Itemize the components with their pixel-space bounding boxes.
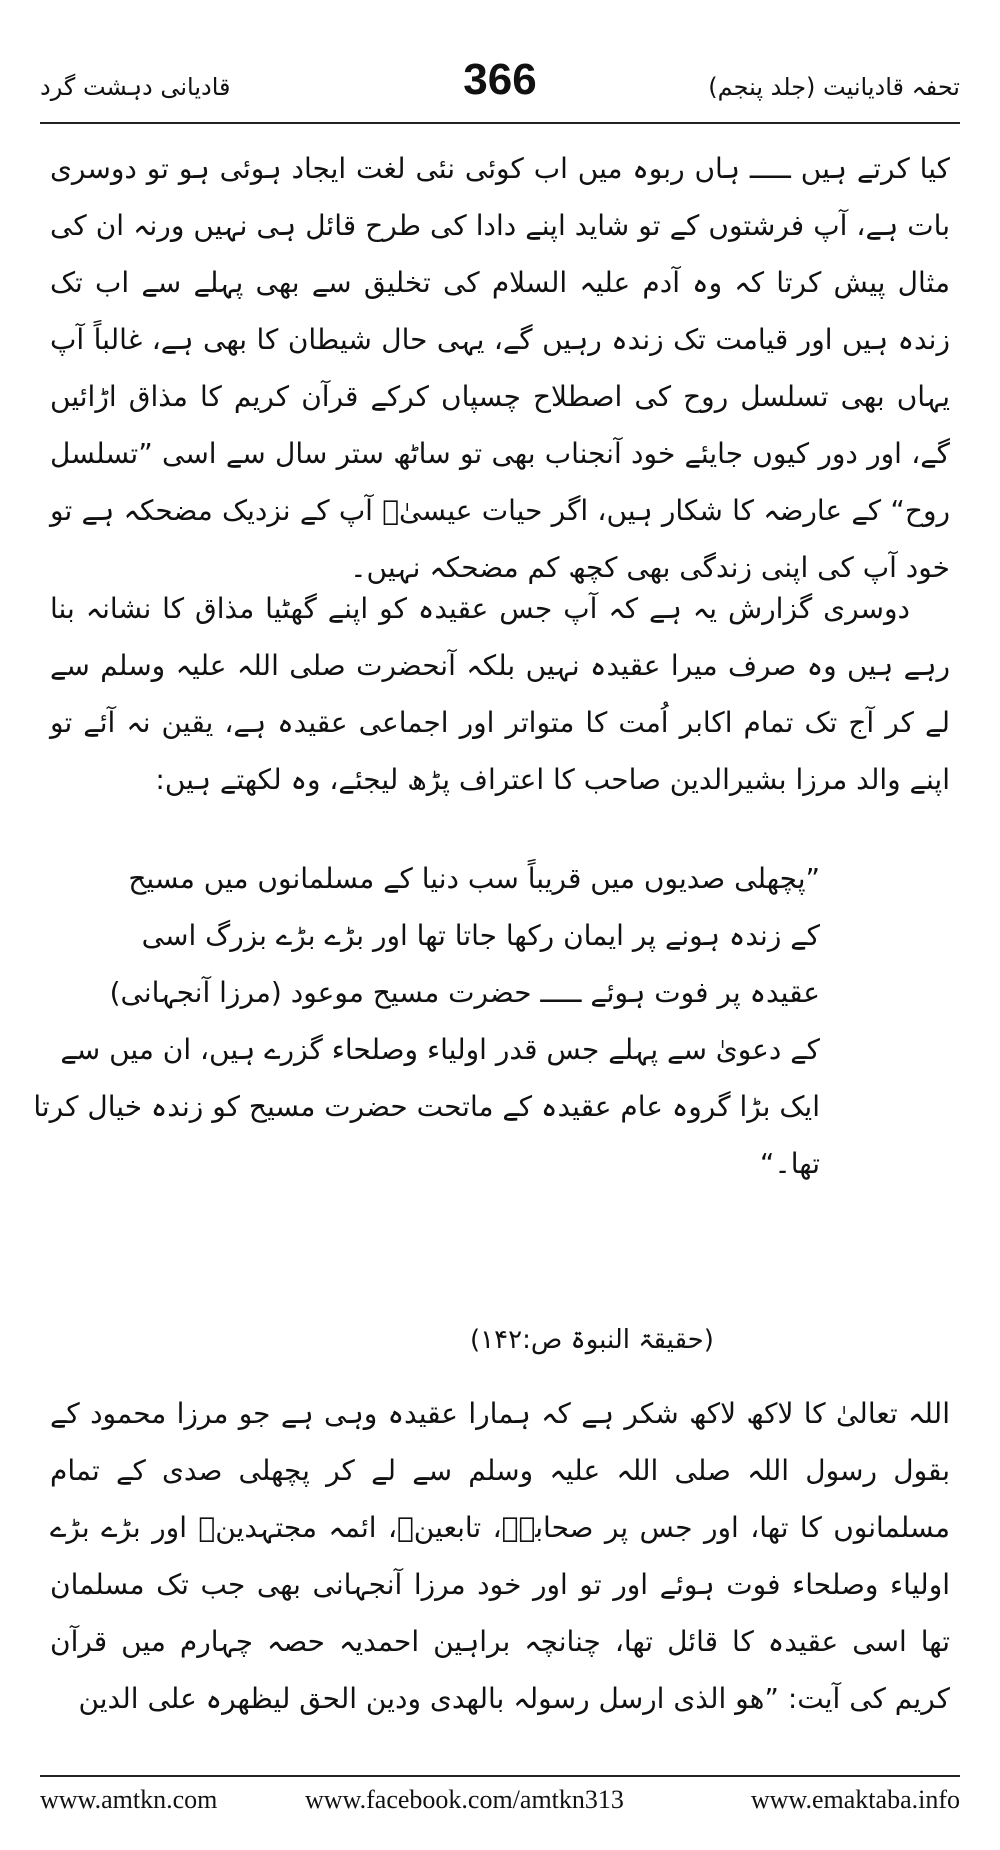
quote-line: کے زندہ ہونے پر ایمان رکھا جاتا تھا اور بڑے بڑے بزرگ اسی <box>141 919 820 952</box>
quote-line: ایک بڑا گروہ عام عقیدہ کے ماتحت حضرت مسیح کو زندہ خیال کرتا <box>33 1090 820 1123</box>
header-book-title: تحفہ قادیانیت (جلد پنجم) <box>708 73 960 101</box>
header-divider <box>40 122 960 124</box>
footer-link-amtkn[interactable]: www.amtkn.com <box>40 1785 218 1814</box>
quote-line: کے دعویٰ سے پہلے جس قدر اولیاء وصلحاء گزرے ہیں، ان میں سے <box>60 1033 820 1066</box>
paragraph-second <box>50 580 950 808</box>
paragraph-third <box>50 1385 950 1727</box>
paragraph-text: کیا کرتے ہیں ـــــ ہاں ربوہ میں اب کوئی نئی لغت ایجاد ہوئی ہو تو دوسری بات ہے، آپ فرشتوں کے تو شاید اپنے دادا کی طرح قائل ہی نہیں ورنہ ان کی مثال پیش کرتا کہ وہ آدم علیہ السلام کی تخلیق سے بھی پہلے سے اب تک زندہ ہیں اور قیامت تک زندہ رہیں گے، یہی حال شیطان کا بھی ہے، غالباً آپ یہاں بھی تسلسل روح کی اصطلاح چسپاں کرکے قرآن کریم کا مذاق اڑائیں گے، اور دور کیوں جایئے خود آنجناب بھی تو ساٹھ ستر سال سے اسی ”تسلسل روح“ کے عارضہ کا شکار ہیں، اگر حیات عیسیٰؑ آپ کے نزدیک مضحکہ ہے تو خود آپ کی اپنی زندگی بھی کچھ کم مضحکہ نہیں۔ <box>50 152 950 584</box>
footer-link-emaktaba[interactable]: www.emaktaba.info <box>750 1785 960 1814</box>
page-footer <box>40 1785 960 1825</box>
quote-line: ”پچھلی صدیوں میں قریباً سب دنیا کے مسلمانوں میں مسیح <box>128 862 820 895</box>
paragraph-text: دوسری گزارش یہ ہے کہ آپ جس عقیدہ کو اپنے گھٹیا مذاق کا نشانہ بنا رہے ہیں وہ صرف میرا عقیدہ نہیں بلکہ آنحضرت صلی اللہ علیہ وسلم سے لے کر آج تک تمام اکابر اُمت کا متواتر اور اجماعی عقیدہ ہے، یقین نہ آئے تو اپنے والد مرزا بشیرالدین صاحب کا اعتراف پڑھ لیجئے، وہ لکھتے ہیں: <box>50 592 950 796</box>
quote-reference: (حقیقۃ النبوۃ ص:۱۴۲) <box>470 1325 714 1355</box>
footer-divider <box>40 1775 960 1777</box>
page-number: 366 <box>463 55 537 104</box>
header-chapter-title: قادیانی دہشت گرد <box>40 73 231 101</box>
paragraph-first <box>50 140 950 596</box>
quote-line: تھا۔“ <box>759 1147 820 1180</box>
paragraph-text: اللہ تعالیٰ کا لاکھ لاکھ شکر ہے کہ ہمارا عقیدہ وہی ہے جو مرزا محمود کے بقول رسول اللہ صلی اللہ علیہ وسلم سے لے کر پچھلی صدی کے تمام مسلمانوں کا تھا، اور جس پر صحابہؓ، تابعینؒ، ائمہ مجتہدینؒ اور بڑے بڑے اولیاء وصلحاء فوت ہوئے اور تو اور خود مرزا آنجہانی بھی جب تک مسلمان تھا اسی عقیدہ کا قائل تھا، چنانچہ براہین احمدیہ حصہ چہارم میں قرآن کریم کی آیت: ”ھو الذی ارسل رسولہ بالھدی ودین الحق لیظھرہ علی الدین <box>50 1397 950 1715</box>
footer-link-facebook[interactable]: www.facebook.com/amtkn313 <box>305 1785 624 1814</box>
quote-line: عقیدہ پر فوت ہوئے ـــــ حضرت مسیح موعود (مرزا آنجہانی) <box>109 976 820 1009</box>
block-quote <box>33 850 820 1192</box>
page-header <box>40 55 960 115</box>
